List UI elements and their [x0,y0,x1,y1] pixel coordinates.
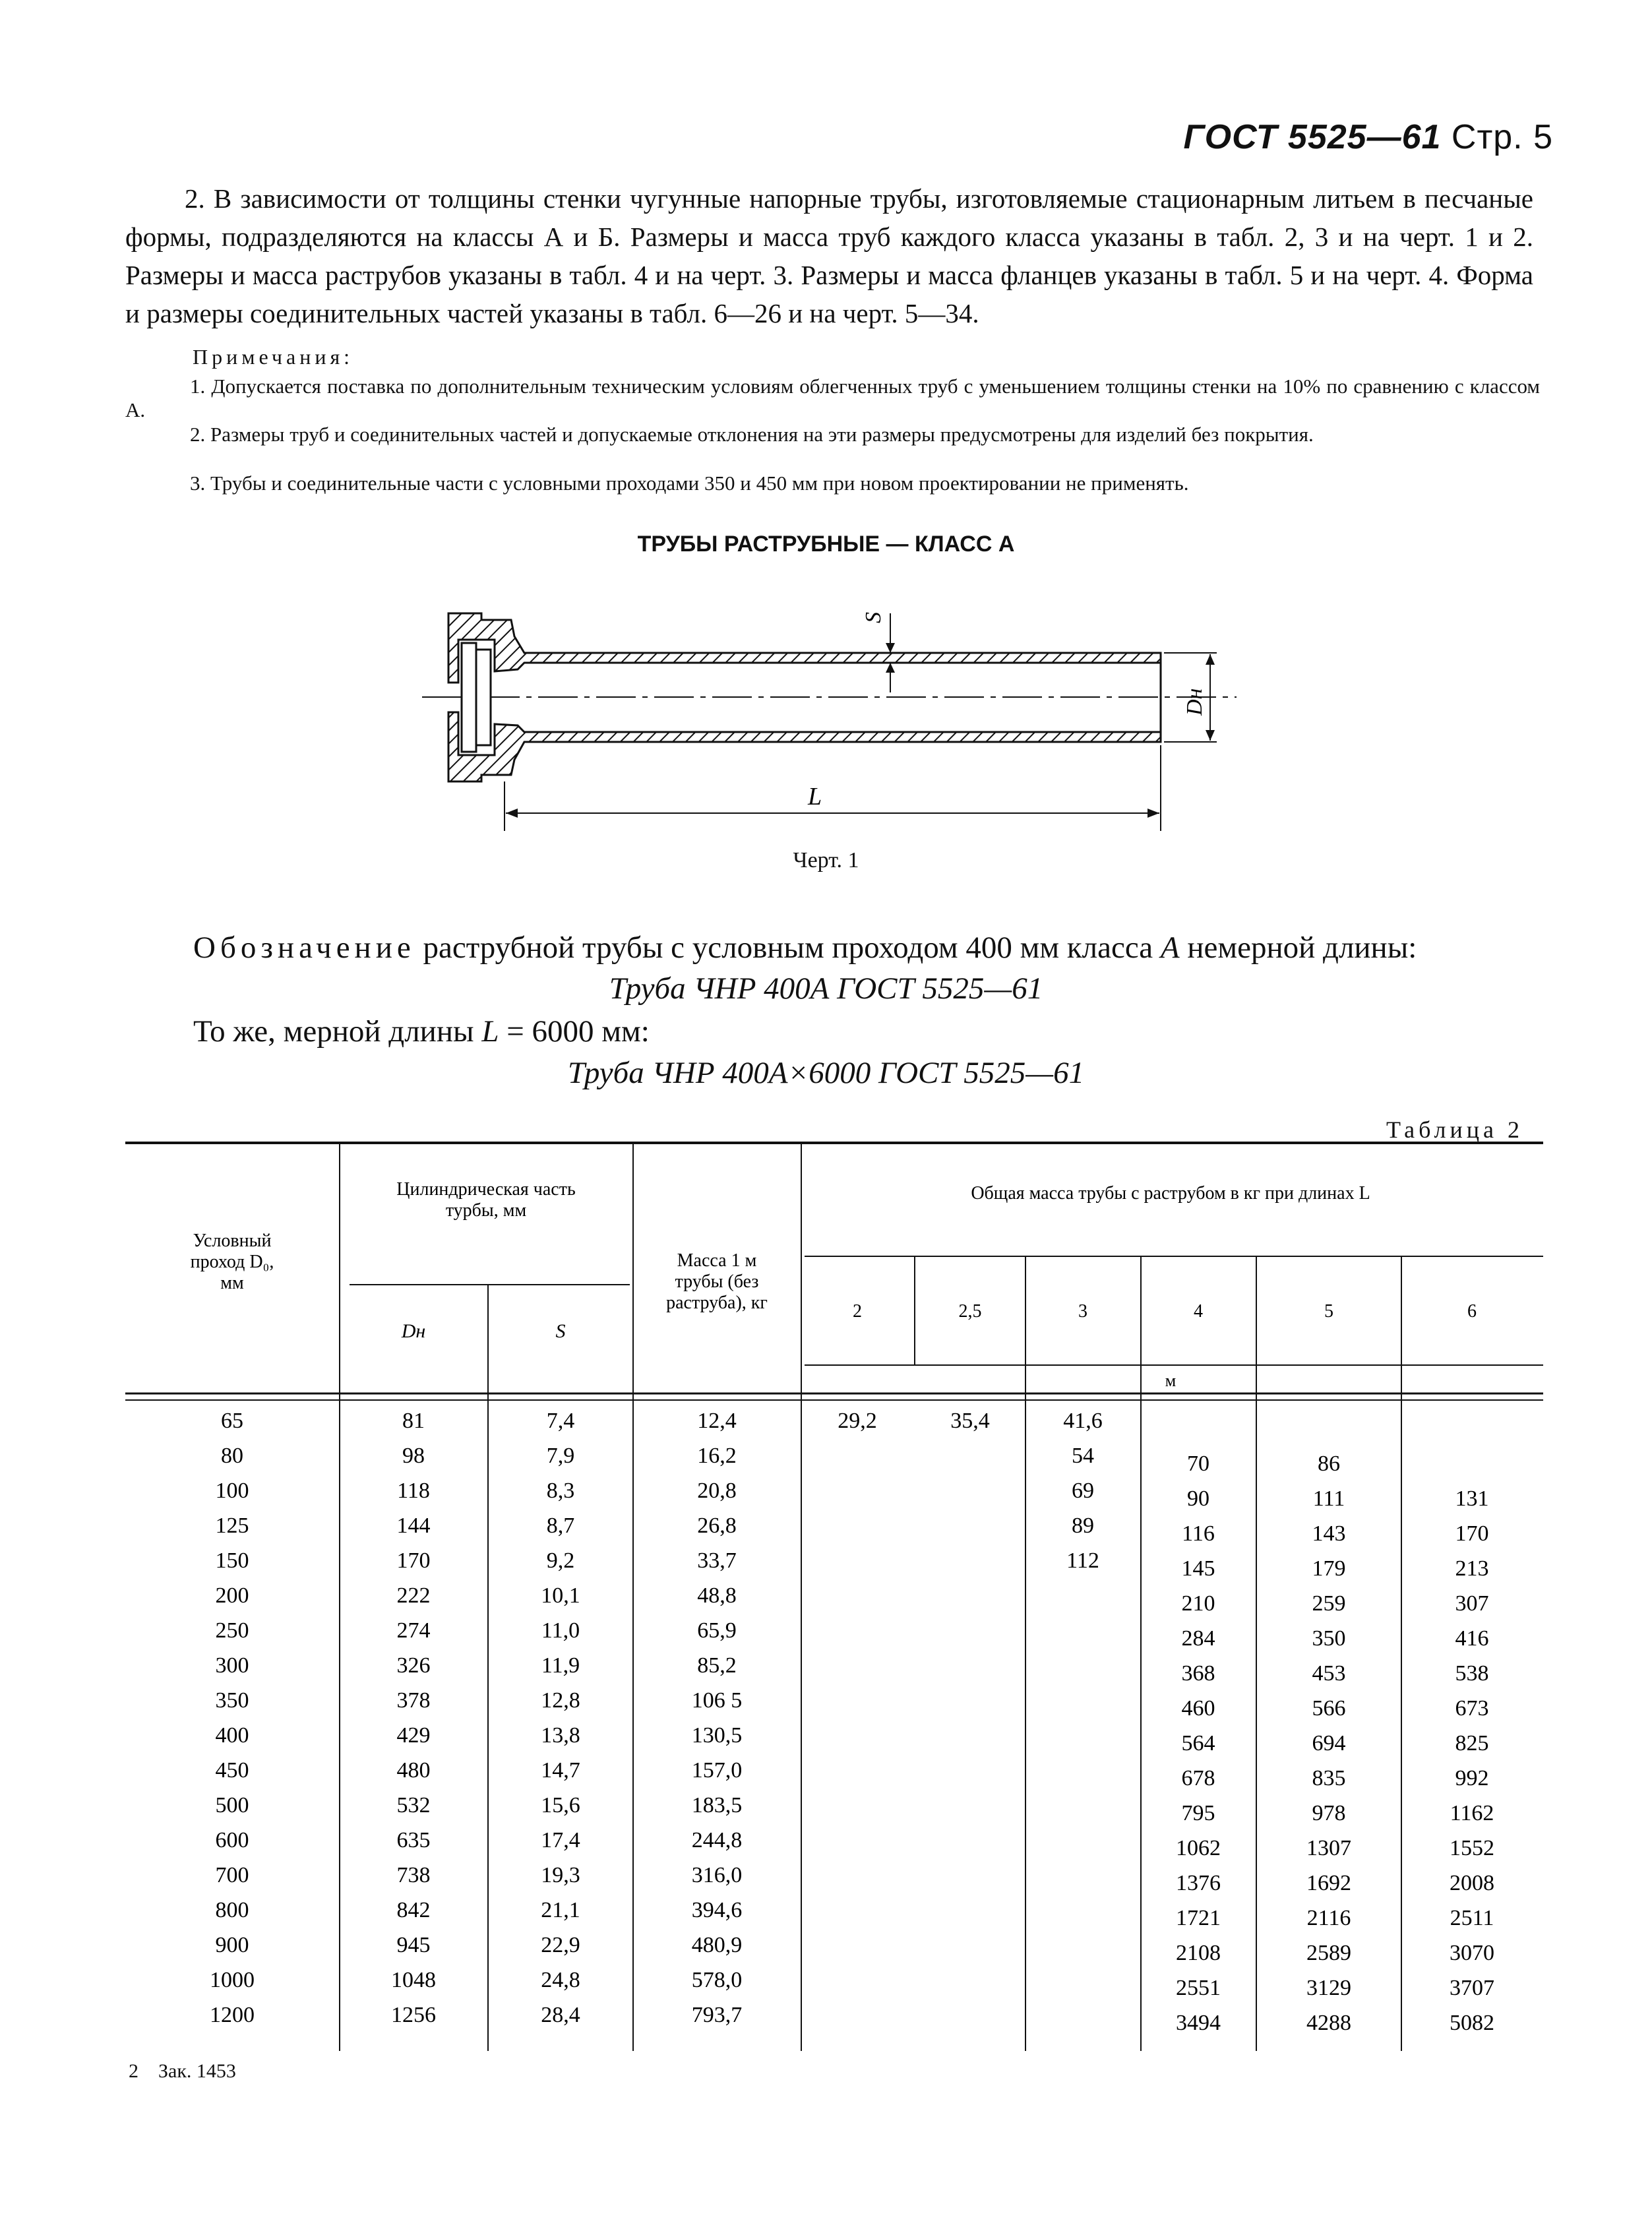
table-cell: 307 [1455,1591,1489,1616]
table-cell: 9,2 [546,1548,575,1573]
table-cell: 111 [1312,1486,1345,1511]
table-cell: 20,8 [697,1479,737,1503]
notes-title: Примечания: [193,345,354,369]
table-cell: 825 [1455,1731,1489,1756]
table-cell: 100 [215,1479,249,1503]
page-header [1183,117,1553,157]
table-cell: 14,7 [541,1758,580,1783]
figure-caption: Черт. 1 [793,848,859,872]
table-cell: 200 [215,1583,249,1608]
table-cell: 7,9 [546,1444,575,1468]
table-cell: 673 [1455,1696,1489,1721]
table-cell: 1692 [1306,1871,1351,1895]
table-cell: 222 [396,1583,431,1608]
table-cell: 2108 [1176,1941,1221,1965]
table-cell: 635 [396,1828,431,1852]
table-cell: 26,8 [697,1513,737,1538]
designation-example-2: Труба ЧНР 400А×6000 ГОСТ 5525—61 [567,1056,1085,1090]
table-cell: 131 [1455,1486,1489,1511]
table-cell: 600 [215,1828,249,1852]
table-cell: 326 [396,1653,431,1678]
table-cell: 1048 [391,1968,436,1992]
s-arrowhead-top [886,643,895,653]
table-cell: 48,8 [697,1583,737,1608]
table-cell: 259 [1312,1591,1346,1616]
page-number: Стр. 5 [1451,118,1553,156]
table-cell: 19,3 [541,1863,580,1887]
table-cell: 1376 [1176,1871,1221,1895]
header-nominal-line: Условный [193,1231,272,1251]
table-cell: 945 [396,1933,431,1957]
figure-title: ТРУБЫ РАСТРУБНЫЕ — КЛАСС А [637,532,1015,557]
note-3: 3. Трубы и соединительные части с условными проходами 350 и 450 мм при новом проектировании не применять. [190,472,1189,495]
table-cell: 453 [1312,1661,1346,1686]
designation-rest: раструбной трубы с условным проходом 400 мм класса [415,931,1161,965]
table-cell: 835 [1312,1766,1346,1790]
table-cell: 150 [215,1548,249,1573]
dn-arrowhead-top [1206,654,1215,665]
table-cell: 7,4 [546,1409,575,1433]
table-cell: 1200 [210,2003,255,2027]
table-cell: 16,2 [697,1444,737,1468]
table-cell: 12,4 [697,1409,737,1433]
header-mass-line: трубы (без [675,1271,759,1292]
header-length-3: 3 [1078,1301,1087,1322]
table-cell: 1062 [1176,1836,1221,1860]
table-cell: 480 [396,1758,431,1783]
table-cell: 10,1 [541,1583,580,1608]
socket-groove-1 [462,643,476,752]
designation-2-post: = 6000 мм: [499,1014,650,1049]
header-mass-line: раструба), кг [666,1293,768,1313]
note-2: 2. Размеры труб и соединительных частей и допускаемые отклонения на эти размеры предусмотрены для изделий без покрытия. [190,423,1314,446]
table-cell: 70 [1187,1452,1209,1476]
table-cell: 21,1 [541,1898,580,1922]
table-cell: 1307 [1306,1836,1351,1860]
table-cell: 41,6 [1063,1409,1103,1433]
table-cell: 8,7 [546,1513,575,1538]
header-nominal-line: проход D₀, [190,1252,274,1272]
table-cell: 65,9 [697,1618,737,1643]
table-cell: 33,7 [697,1548,737,1573]
table-cell: 793,7 [691,2003,743,2027]
table-cell: 3129 [1306,1976,1351,2000]
table-cell: 1256 [391,2003,436,2027]
footer-order: 2 Зак. 1453 [129,2060,236,2082]
table-cell: 738 [396,1863,431,1887]
header-dn: Dн [401,1320,426,1342]
dn-arrowhead-bottom [1206,730,1215,741]
table-cell: 8,3 [546,1479,575,1503]
table-cell: 145 [1181,1556,1215,1581]
table-cell: 500 [215,1793,249,1818]
designation-class: А [1160,931,1180,965]
table-cell: 80 [221,1444,243,1468]
table-cell: 538 [1455,1661,1489,1686]
table-cell: 98 [402,1444,425,1468]
designation-2-var: L [481,1014,499,1049]
s-arrowhead-bottom [886,663,895,673]
designation-2-pre: То же, мерной длины [193,1014,482,1049]
table-cell: 13,8 [541,1723,580,1748]
table-cell: 81 [402,1409,425,1433]
pipe-drawing [396,587,1253,838]
table-cell: 28,4 [541,2003,580,2027]
table-cell: 350 [1312,1626,1346,1651]
table-cell: 480,9 [691,1933,743,1957]
socket-top-wall [448,613,1161,683]
table-cell: 450 [215,1758,249,1783]
table-cell: 700 [215,1863,249,1887]
header-length-2: 2 [853,1301,862,1322]
header-length-5: 5 [1324,1301,1333,1322]
header-cyl-line: Цилиндрическая часть [396,1179,576,1200]
table-cell: 1000 [210,1968,255,1992]
header-unit: м [1165,1371,1177,1390]
header-length-4: 4 [1194,1301,1203,1322]
table-cell: 284 [1181,1626,1215,1651]
table-cell: 54 [1072,1444,1094,1468]
table-cell: 244,8 [691,1828,743,1852]
header-mass-line: Масса 1 м [677,1250,757,1271]
note-1: 1. Допускается поставка по дополнительным техническим условиям облегченных труб с уменьшением толщины стенки на 10% по сравнению с классом А. [125,375,1540,421]
table-cell: 368 [1181,1661,1215,1686]
table-cell: 566 [1312,1696,1346,1721]
table-cell: 118 [397,1479,430,1503]
table-cell: 1721 [1176,1906,1221,1930]
table-cell: 29,2 [838,1409,877,1433]
socket-groove-2 [476,650,491,745]
table-cell: 12,8 [541,1688,580,1713]
designation-lead: Обозначение [193,931,415,965]
table-cell: 978 [1312,1801,1346,1825]
table-cell: 130,5 [691,1723,743,1748]
l-arrowhead-right [1147,809,1159,818]
table-cell: 532 [396,1793,431,1818]
designation-intro-2 [193,1014,650,1049]
table-cell: 85,2 [697,1653,737,1678]
table-cell: 11,0 [541,1618,580,1643]
table-cell: 1162 [1450,1801,1494,1825]
table-cell: 578,0 [691,1968,743,1992]
table-cell: 3070 [1450,1941,1494,1965]
designation-intro [193,930,1542,965]
table-cell: 4288 [1306,2011,1351,2035]
table-cell: 11,9 [541,1653,580,1678]
table-cell: 378 [396,1688,431,1713]
table-cell: 170 [1455,1521,1489,1546]
table-cell: 15,6 [541,1793,580,1818]
table-cell: 2589 [1306,1941,1351,1965]
table-cell: 86 [1318,1452,1340,1476]
table-cell: 460 [1181,1696,1215,1721]
l-arrowhead-left [506,809,518,818]
table-cell: 143 [1312,1521,1346,1546]
table-cell: 65 [221,1409,243,1433]
table-cell: 125 [215,1513,249,1538]
s-label: S [861,612,886,623]
table-cell: 2511 [1450,1906,1494,1930]
table-cell: 157,0 [691,1758,743,1783]
table-cell: 274 [396,1618,431,1643]
header-length-6: 6 [1467,1301,1477,1322]
paragraph-text: 2. В зависимости от толщины стенки чугунные напорные трубы, изготовляемые стационарным литьем в песчаные формы, подразделяются на классы А и Б. Размеры и масса труб каждого класса указаны в табл. 2, 3 и на черт. 1 и 2. Размеры и масса раструбов указаны в табл. 4 и на черт. 3. Размеры и масса фланцев указаны в табл. 5 и на черт. 4. Форма и размеры соединительных частей указаны в табл. 6—26 и на черт. 5—34. [125,183,1533,328]
table-cell: 694 [1312,1731,1346,1756]
table-cell: 2551 [1176,1976,1221,2000]
table-cell: 69 [1072,1479,1094,1503]
designation-example-1: Труба ЧНР 400А ГОСТ 5525—61 [609,971,1043,1006]
table-cell: 89 [1072,1513,1094,1538]
table-cell: 3494 [1176,2011,1221,2035]
table-cell: 2008 [1450,1871,1494,1895]
section-paragraph [125,179,1533,332]
table-cell: 400 [215,1723,249,1748]
table-cell: 795 [1181,1801,1215,1825]
socket-bottom-wall [448,712,1161,781]
table-cell: 2116 [1306,1906,1351,1930]
table-cell: 842 [396,1898,431,1922]
table-cell: 350 [215,1688,249,1713]
table-cell: 116 [1182,1521,1215,1546]
data-table [125,1141,1543,2051]
table-cell: 210 [1181,1591,1215,1616]
header-cyl-line: турбы, мм [445,1200,527,1221]
table-cell: 992 [1455,1766,1489,1790]
header-total: Общая масса трубы с раструбом в кг при длинах L [971,1183,1370,1204]
table-cell: 183,5 [691,1793,743,1818]
table-cell: 24,8 [541,1968,580,1992]
standard-number: ГОСТ 5525—61 [1183,118,1442,156]
table-cell: 112 [1066,1548,1099,1573]
table-label: Таблица 2 [1386,1116,1523,1143]
table-cell: 179 [1312,1556,1346,1581]
table-cell: 429 [396,1723,431,1748]
table-cell: 3707 [1450,1976,1494,2000]
table-cell: 22,9 [541,1933,580,1957]
table-cell: 416 [1455,1626,1489,1651]
l-label: L [808,783,822,810]
table-cell: 800 [215,1898,249,1922]
table-cell: 144 [396,1513,431,1538]
table-cell: 300 [215,1653,249,1678]
table-cell: 35,4 [950,1409,990,1433]
table-cell: 1552 [1450,1836,1494,1860]
table-cell: 564 [1181,1731,1215,1756]
table-cell: 90 [1187,1486,1209,1511]
table-cell: 900 [215,1933,249,1957]
header-nominal-line: мм [220,1273,244,1293]
table-cell: 106 5 [691,1688,743,1713]
table-cell: 678 [1181,1766,1215,1790]
dn-label: Dн [1182,688,1207,716]
table-cell: 316,0 [691,1863,743,1887]
table-cell: 17,4 [541,1828,580,1852]
table-cell: 213 [1455,1556,1489,1581]
designation-end: немерной длины: [1179,931,1417,965]
table-cell: 250 [215,1618,249,1643]
table-cell: 170 [396,1548,431,1573]
header-length-2,5: 2,5 [958,1301,982,1322]
table-cell: 394,6 [691,1898,743,1922]
table-cell: 5082 [1450,2011,1494,2035]
header-s: S [555,1320,566,1342]
